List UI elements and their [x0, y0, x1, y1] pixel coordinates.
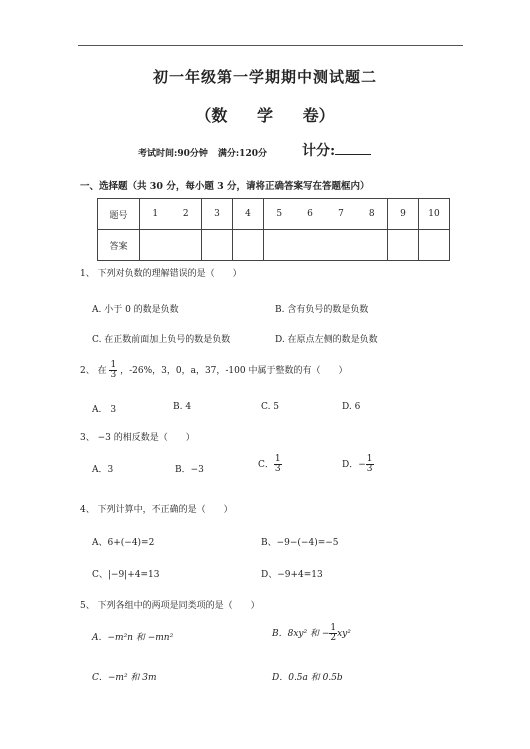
question-1-option-a[interactable]: A. 小于 0 的数是负数: [92, 305, 179, 315]
question-1-option-b[interactable]: B. 含有负号的数是负数: [275, 305, 369, 315]
answer-cell[interactable]: [233, 230, 264, 261]
question-5-stem: 5、 下列各组中的两项是同类项的是（ ）: [80, 601, 260, 611]
answer-table-answer-row: [98, 230, 450, 261]
fraction-numerator: 1: [274, 454, 281, 464]
score-field: [302, 140, 371, 160]
fraction-denominator: 3: [110, 370, 117, 380]
question-2-stem-before: 2、 在: [80, 366, 107, 376]
exam-info: [138, 146, 267, 159]
score-blank[interactable]: [335, 143, 371, 155]
option-b-tail: xy²: [337, 629, 351, 639]
question-number-cell: 3: [202, 199, 233, 230]
question-2-stem: [80, 361, 347, 380]
question-number-cell: 6: [295, 199, 326, 230]
fraction-denominator: 3: [366, 464, 373, 474]
fraction-numerator: 1: [330, 623, 337, 633]
question-4-option-a[interactable]: A、6+(−4)=2: [92, 538, 155, 548]
question-2-option-b[interactable]: B. 4: [173, 402, 192, 412]
question-3-option-d[interactable]: [342, 455, 374, 474]
option-d-label: D．−: [342, 460, 366, 470]
score-label: 计分:: [302, 143, 336, 159]
question-number-cell: 8: [357, 199, 388, 230]
fraction-numerator: 1: [110, 360, 117, 370]
full-score: 满分:120分: [217, 149, 267, 159]
page-subtitle: [0, 103, 530, 126]
top-rule: [78, 45, 463, 46]
question-4-option-b[interactable]: B、−9−(−4)=−5: [261, 538, 339, 548]
question-2-option-c[interactable]: C. 5: [261, 402, 280, 412]
question-4-option-c[interactable]: C、|−9|+4=13: [92, 570, 160, 580]
subtitle-part: （数: [195, 106, 228, 125]
question-1-option-d[interactable]: D. 在原点左侧的数是负数: [275, 335, 378, 345]
question-1-option-c[interactable]: C. 在正数前面加上负号的数是负数: [92, 335, 231, 345]
question-5-option-d[interactable]: D．0.5a 和 0.5b: [272, 673, 343, 683]
option-b-label: B．8xy² 和 −: [272, 629, 330, 639]
subtitle-part: 学: [256, 106, 273, 125]
question-1-stem: 1、 下列对负数的理解错误的是（ ）: [80, 269, 242, 279]
page-title: 初一年级第一学期期中测试题二: [152, 68, 377, 86]
question-5-option-b[interactable]: [272, 624, 351, 643]
answer-row-label: 答案: [98, 230, 140, 261]
answer-table: [97, 198, 450, 261]
answer-cell[interactable]: [419, 230, 450, 261]
answer-cell[interactable]: [202, 230, 233, 261]
fraction-denominator: 2: [330, 633, 337, 643]
section-heading: 一、选择题（共 30 分，每小题 3 分，请将正确答案写在答题框内）: [80, 181, 370, 192]
answer-cell[interactable]: [140, 230, 202, 261]
answer-cell[interactable]: [388, 230, 419, 261]
question-number-cell: 9: [388, 199, 419, 230]
fraction-one-third: [274, 455, 282, 474]
question-3-stem: 3、 −3 的相反数是（ ）: [80, 433, 195, 443]
question-2-option-a[interactable]: A. 3: [92, 405, 117, 415]
fraction-one-third: [366, 455, 374, 474]
fraction-one-third: [109, 361, 117, 380]
exam-time: 考试时间:90分钟: [138, 149, 208, 159]
question-4-stem: 4、 下列计算中，不正确的是（ ）: [80, 505, 233, 515]
question-2-stem-after: ，-26%，3，0，a，37，-100 中属于整数的有（ ）: [120, 366, 348, 376]
question-number-cell: 1: [140, 199, 171, 230]
question-number-cell: 4: [233, 199, 264, 230]
question-3-option-b[interactable]: B．−3: [175, 465, 204, 475]
question-5-option-c[interactable]: C．−m² 和 3m: [92, 673, 157, 683]
question-number-cell: 10: [419, 199, 450, 230]
fraction-denominator: 3: [274, 464, 281, 474]
question-3-option-a[interactable]: A．3: [92, 465, 114, 475]
answer-cell[interactable]: [264, 230, 388, 261]
option-c-label: C．: [258, 460, 274, 470]
question-number-cell: 2: [171, 199, 202, 230]
question-number-cell: 5: [264, 199, 295, 230]
question-3-option-c[interactable]: [258, 455, 282, 474]
question-2-option-d[interactable]: D. 6: [342, 402, 361, 412]
question-5-option-a[interactable]: A．−m²n 和 −mn²: [92, 633, 174, 643]
fraction-one-half: [329, 624, 337, 643]
fraction-numerator: 1: [366, 454, 373, 464]
question-number-cell: 7: [326, 199, 357, 230]
subtitle-part: 卷）: [302, 106, 335, 125]
question-4-option-d[interactable]: D、−9+4=13: [261, 570, 323, 580]
answer-table-number-row: [98, 199, 450, 230]
number-row-label: 题号: [98, 199, 140, 230]
